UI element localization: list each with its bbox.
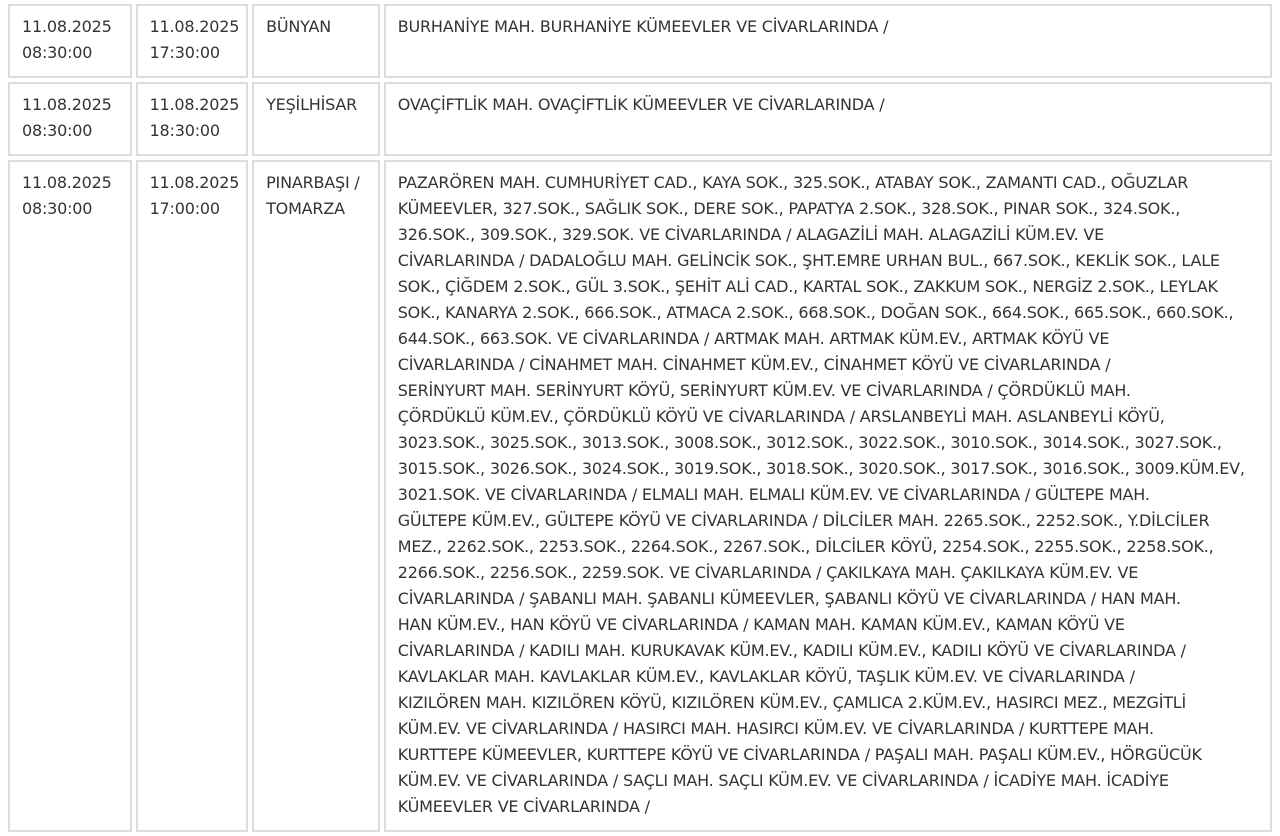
address-line: OVAÇİFTLİK MAH. OVAÇİFTLİK KÜMEEVLER VE CİVARLARINDA / [397, 95, 885, 114]
address-line: KÜMEEVLER, 327.SOK., SAĞLIK SOK., DERE SOK., PAPATYA 2.SOK., 328.SOK., PINAR SOK., 324.SOK., [397, 199, 1181, 218]
address-line: KURTTEPE KÜMEEVLER, KURTTEPE KÖYÜ VE CİVARLARINDA / PAŞALI MAH. PAŞALI KÜM.EV., HÖRGÜCÜK [397, 745, 1202, 764]
table-row [8, 4, 1272, 78]
address-line: SOK., KANARYA 2.SOK., 666.SOK., ATMACA 2.SOK., 668.SOK., DOĞAN SOK., 664.SOK., 665.SOK., 660.SOK., [397, 303, 1234, 322]
address-line: KIZILÖREN MAH. KIZILÖREN KÖYÜ, KIZILÖREN KÜM.EV., ÇAMLICA 2.KÜM.EV., HASIRCI MEZ., MEZGİTLİ [397, 693, 1187, 712]
end-date: 11.08.2025 [149, 95, 240, 114]
start-datetime-cell [8, 160, 132, 832]
district-name: PINARBAŞI / [266, 173, 360, 192]
address-line: CİVARLARINDA / DADALOĞLU MAH. GELİNCİK SOK., ŞHT.EMRE URHAN BUL., 667.SOK., KEKLİK SOK., LALE [397, 251, 1220, 270]
end-time: 18:30:00 [149, 121, 220, 140]
end-time: 17:00:00 [149, 199, 220, 218]
end-datetime-cell [136, 82, 249, 156]
end-datetime-cell [136, 160, 249, 832]
address-cell [384, 82, 1272, 156]
address-line: KAVLAKLAR MAH. KAVLAKLAR KÜM.EV., KAVLAKLAR KÖYÜ, TAŞLIK KÜM.EV. VE CİVARLARINDA / [397, 667, 1135, 686]
start-date: 11.08.2025 [22, 95, 112, 114]
start-date: 11.08.2025 [22, 17, 112, 36]
district-name-line2: TOMARZA [266, 199, 345, 218]
address-line: ÇÖRDÜKLÜ KÜM.EV., ÇÖRDÜKLÜ KÖYÜ VE CİVARLARINDA / ARSLANBEYLİ MAH. ASLANBEYLİ KÖYÜ, [397, 407, 1165, 426]
district-cell [252, 160, 380, 832]
outage-table [4, 0, 1276, 836]
table-row [8, 82, 1272, 156]
address-line: CİVARLARINDA / KADILI MAH. KURUKAVAK KÜM.EV., KADILI KÜM.EV., KADILI KÖYÜ VE CİVARLARINDA / [397, 641, 1186, 660]
address-line: KÜM.EV. VE CİVARLARINDA / SAÇLI MAH. SAÇLI KÜM.EV. VE CİVARLARINDA / İCADİYE MAH. İCADİYE [397, 771, 1169, 790]
address-line: 644.SOK., 663.SOK. VE CİVARLARINDA / ARTMAK MAH. ARTMAK KÜM.EV., ARTMAK KÖYÜ VE [397, 329, 1110, 348]
address-line: PAZARÖREN MAH. CUMHURİYET CAD., KAYA SOK., 325.SOK., ATABAY SOK., ZAMANTI CAD., OĞUZLAR [397, 173, 1189, 192]
district-name: YEŞİLHİSAR [266, 95, 358, 114]
address-line: SERİNYURT MAH. SERİNYURT KÖYÜ, SERİNYURT KÜM.EV. VE CİVARLARINDA / ÇÖRDÜKLÜ MAH. [397, 381, 1131, 400]
end-time: 17:30:00 [149, 43, 220, 62]
address-line: 3023.SOK., 3025.SOK., 3013.SOK., 3008.SOK., 3012.SOK., 3022.SOK., 3010.SOK., 3014.SOK., 3027.SOK., [397, 433, 1222, 452]
end-date: 11.08.2025 [149, 17, 240, 36]
address-line: HAN KÜM.EV., HAN KÖYÜ VE CİVARLARINDA / KAMAN MAH. KAMAN KÜM.EV., KAMAN KÖYÜ VE [397, 615, 1125, 634]
address-line: BURHANİYE MAH. BURHANİYE KÜMEEVLER VE CİVARLARINDA / [397, 17, 889, 36]
address-line: KÜMEEVLER VE CİVARLARINDA / [397, 797, 650, 816]
address-line: 3015.SOK., 3026.SOK., 3024.SOK., 3019.SOK., 3018.SOK., 3020.SOK., 3017.SOK., 3016.SOK., 3009.KÜM.EV, [397, 459, 1245, 478]
address-line: 326.SOK., 309.SOK., 329.SOK. VE CİVARLARINDA / ALAGAZİLİ MAH. ALAGAZİLİ KÜM.EV. VE [397, 225, 1105, 244]
address-line: GÜLTEPE KÜM.EV., GÜLTEPE KÖYÜ VE CİVARLARINDA / DİLCİLER MAH. 2265.SOK., 2252.SOK., Y.DİLCİLER [397, 511, 1210, 530]
table-body [8, 4, 1272, 832]
start-datetime-cell [8, 82, 132, 156]
address-line: 3021.SOK. VE CİVARLARINDA / ELMALI MAH. ELMALI KÜM.EV. VE CİVARLARINDA / GÜLTEPE MAH. [397, 485, 1150, 504]
address-line: 2266.SOK., 2256.SOK., 2259.SOK. VE CİVARLARINDA / ÇAKILKAYA MAH. ÇAKILKAYA KÜM.EV. VE [397, 563, 1139, 582]
start-time: 08:30:00 [22, 199, 93, 218]
start-time: 08:30:00 [22, 43, 93, 62]
start-date: 11.08.2025 [22, 173, 112, 192]
district-name: BÜNYAN [266, 17, 332, 36]
address-line: CİVARLARINDA / ŞABANLI MAH. ŞABANLI KÜMEEVLER, ŞABANLI KÖYÜ VE CİVARLARINDA / HAN MAH. [397, 589, 1181, 608]
address-line: SOK., ÇİĞDEM 2.SOK., GÜL 3.SOK., ŞEHİT ALİ CAD., KARTAL SOK., ZAKKUM SOK., NERGİZ 2.SOK., LEYLAK [397, 277, 1218, 296]
district-cell [252, 82, 380, 156]
address-line: MEZ., 2262.SOK., 2253.SOK., 2264.SOK., 2267.SOK., DİLCİLER KÖYÜ, 2254.SOK., 2255.SOK., 2258.SOK., [397, 537, 1214, 556]
address-cell [384, 4, 1272, 78]
address-cell [384, 160, 1272, 832]
address-line: KÜM.EV. VE CİVARLARINDA / HASIRCI MAH. HASIRCI KÜM.EV. VE CİVARLARINDA / KURTTEPE MAH. [397, 719, 1154, 738]
end-datetime-cell [136, 4, 249, 78]
end-date: 11.08.2025 [149, 173, 240, 192]
start-time: 08:30:00 [22, 121, 93, 140]
district-cell [252, 4, 380, 78]
table-row [8, 160, 1272, 832]
address-line: CİVARLARINDA / CİNAHMET MAH. CİNAHMET KÜM.EV., CİNAHMET KÖYÜ VE CİVARLARINDA / [397, 355, 1111, 374]
start-datetime-cell [8, 4, 132, 78]
